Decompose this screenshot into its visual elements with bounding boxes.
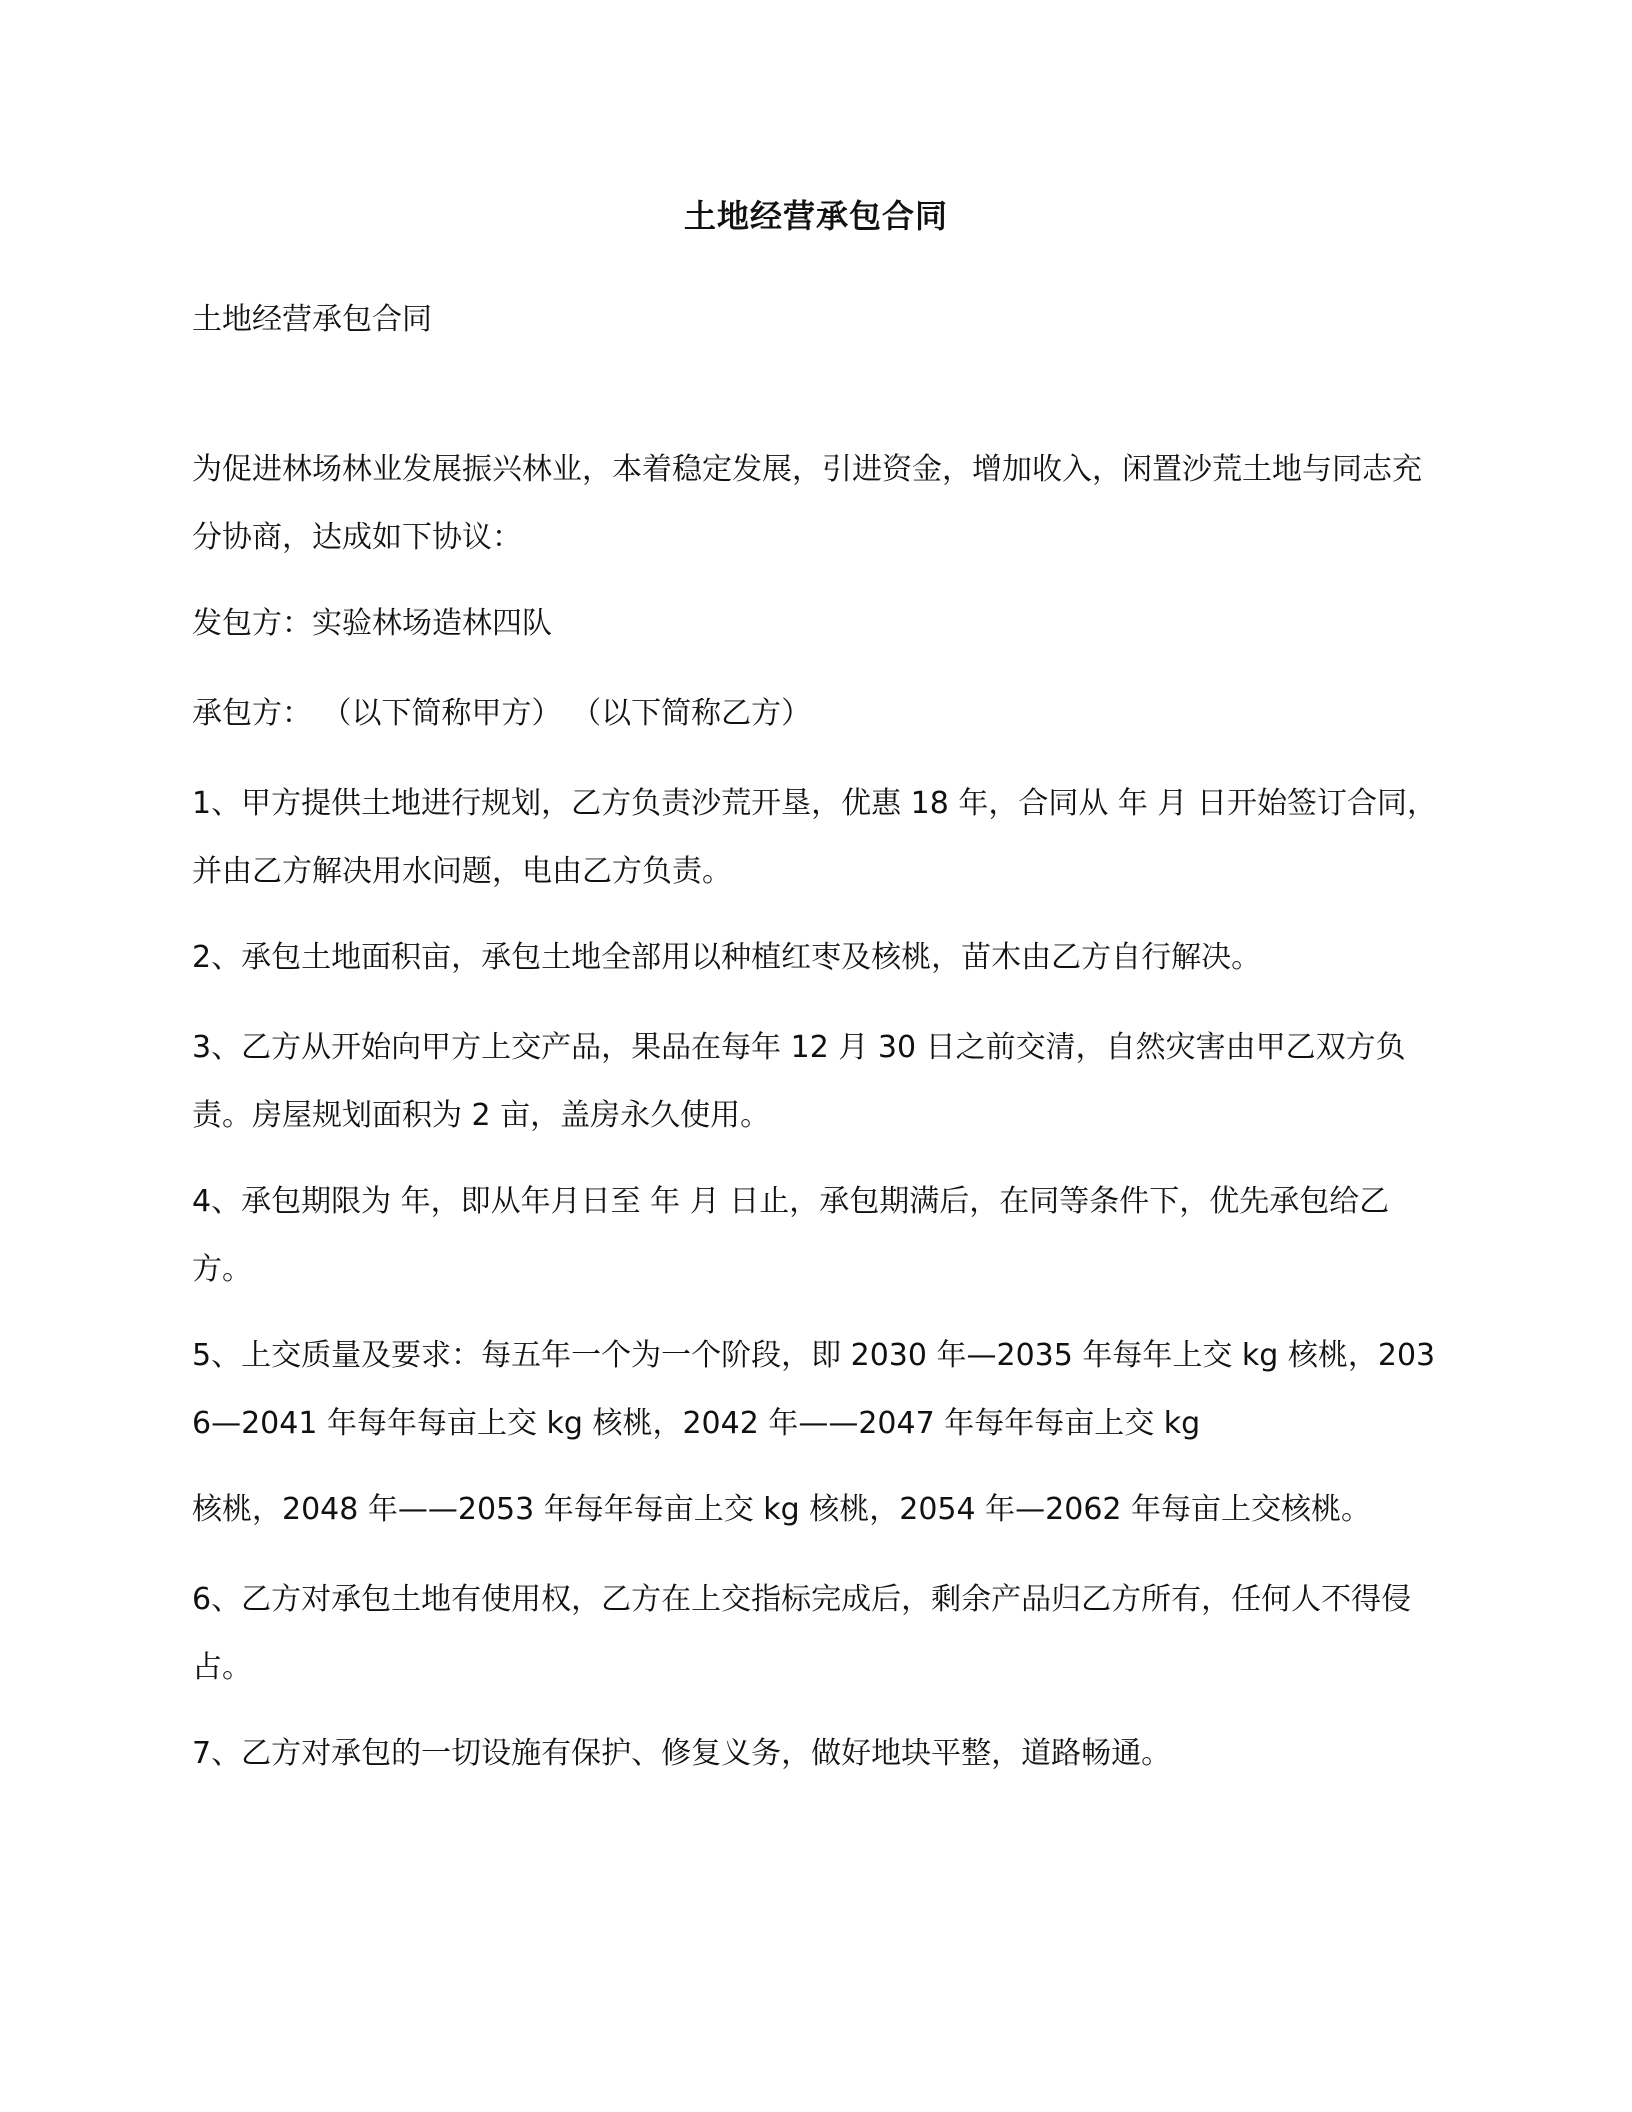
clause-4: 4、承包期限为 年，即从年月日至 年 月 日止，承包期满后，在同等条件下，优先承包给乙方。: [192, 1184, 1390, 1287]
paragraph-contractee: 承包方： （以下简称甲方） （以下简称乙方）: [192, 696, 812, 731]
clause-6: 6、乙方对承包土地有使用权，乙方在上交指标完成后，剩余产品归乙方所有，任何人不得侵占。: [192, 1582, 1412, 1685]
clause-3: 3、乙方从开始向甲方上交产品，果品在每年 12 月 30 日之前交清，自然灾害由甲乙双方负责。房屋规划面积为 2 亩，盖房永久使用。: [192, 1030, 1406, 1133]
clause-5-continued: 核桃，2048 年——2053 年每年每亩上交 kg 核桃，2054 年—2062 年每亩上交核桃。: [192, 1492, 1372, 1527]
document-subtitle: 土地经营承包合同: [192, 302, 432, 337]
clause-1: 1、甲方提供土地进行规划，乙方负责沙荒开垦，优惠 18 年，合同从 年 月 日开始签订合同，并由乙方解决用水问题，电由乙方负责。: [192, 786, 1437, 889]
paragraph-preamble: 为促进林场林业发展振兴林业，本着稳定发展，引进资金，增加收入，闲置沙荒土地与同志充分协商，达成如下协议：: [192, 452, 1422, 555]
clause-5: 5、上交质量及要求：每五年一个为一个阶段，即 2030 年—2035 年每年上交 kg 核桃，2036—2041 年每年每亩上交 kg 核桃，2042 年——2047 年每年每亩上交 kg: [192, 1338, 1436, 1441]
clause-7: 7、乙方对承包的一切设施有保护、修复义务，做好地块平整，道路畅通。: [192, 1736, 1172, 1771]
paragraph-contractor: 发包方：实验林场造林四队: [192, 606, 552, 641]
clause-2: 2、承包土地面积亩，承包土地全部用以种植红枣及核桃，苗木由乙方自行解决。: [192, 940, 1262, 975]
document-title: 土地经营承包合同: [683, 197, 948, 235]
